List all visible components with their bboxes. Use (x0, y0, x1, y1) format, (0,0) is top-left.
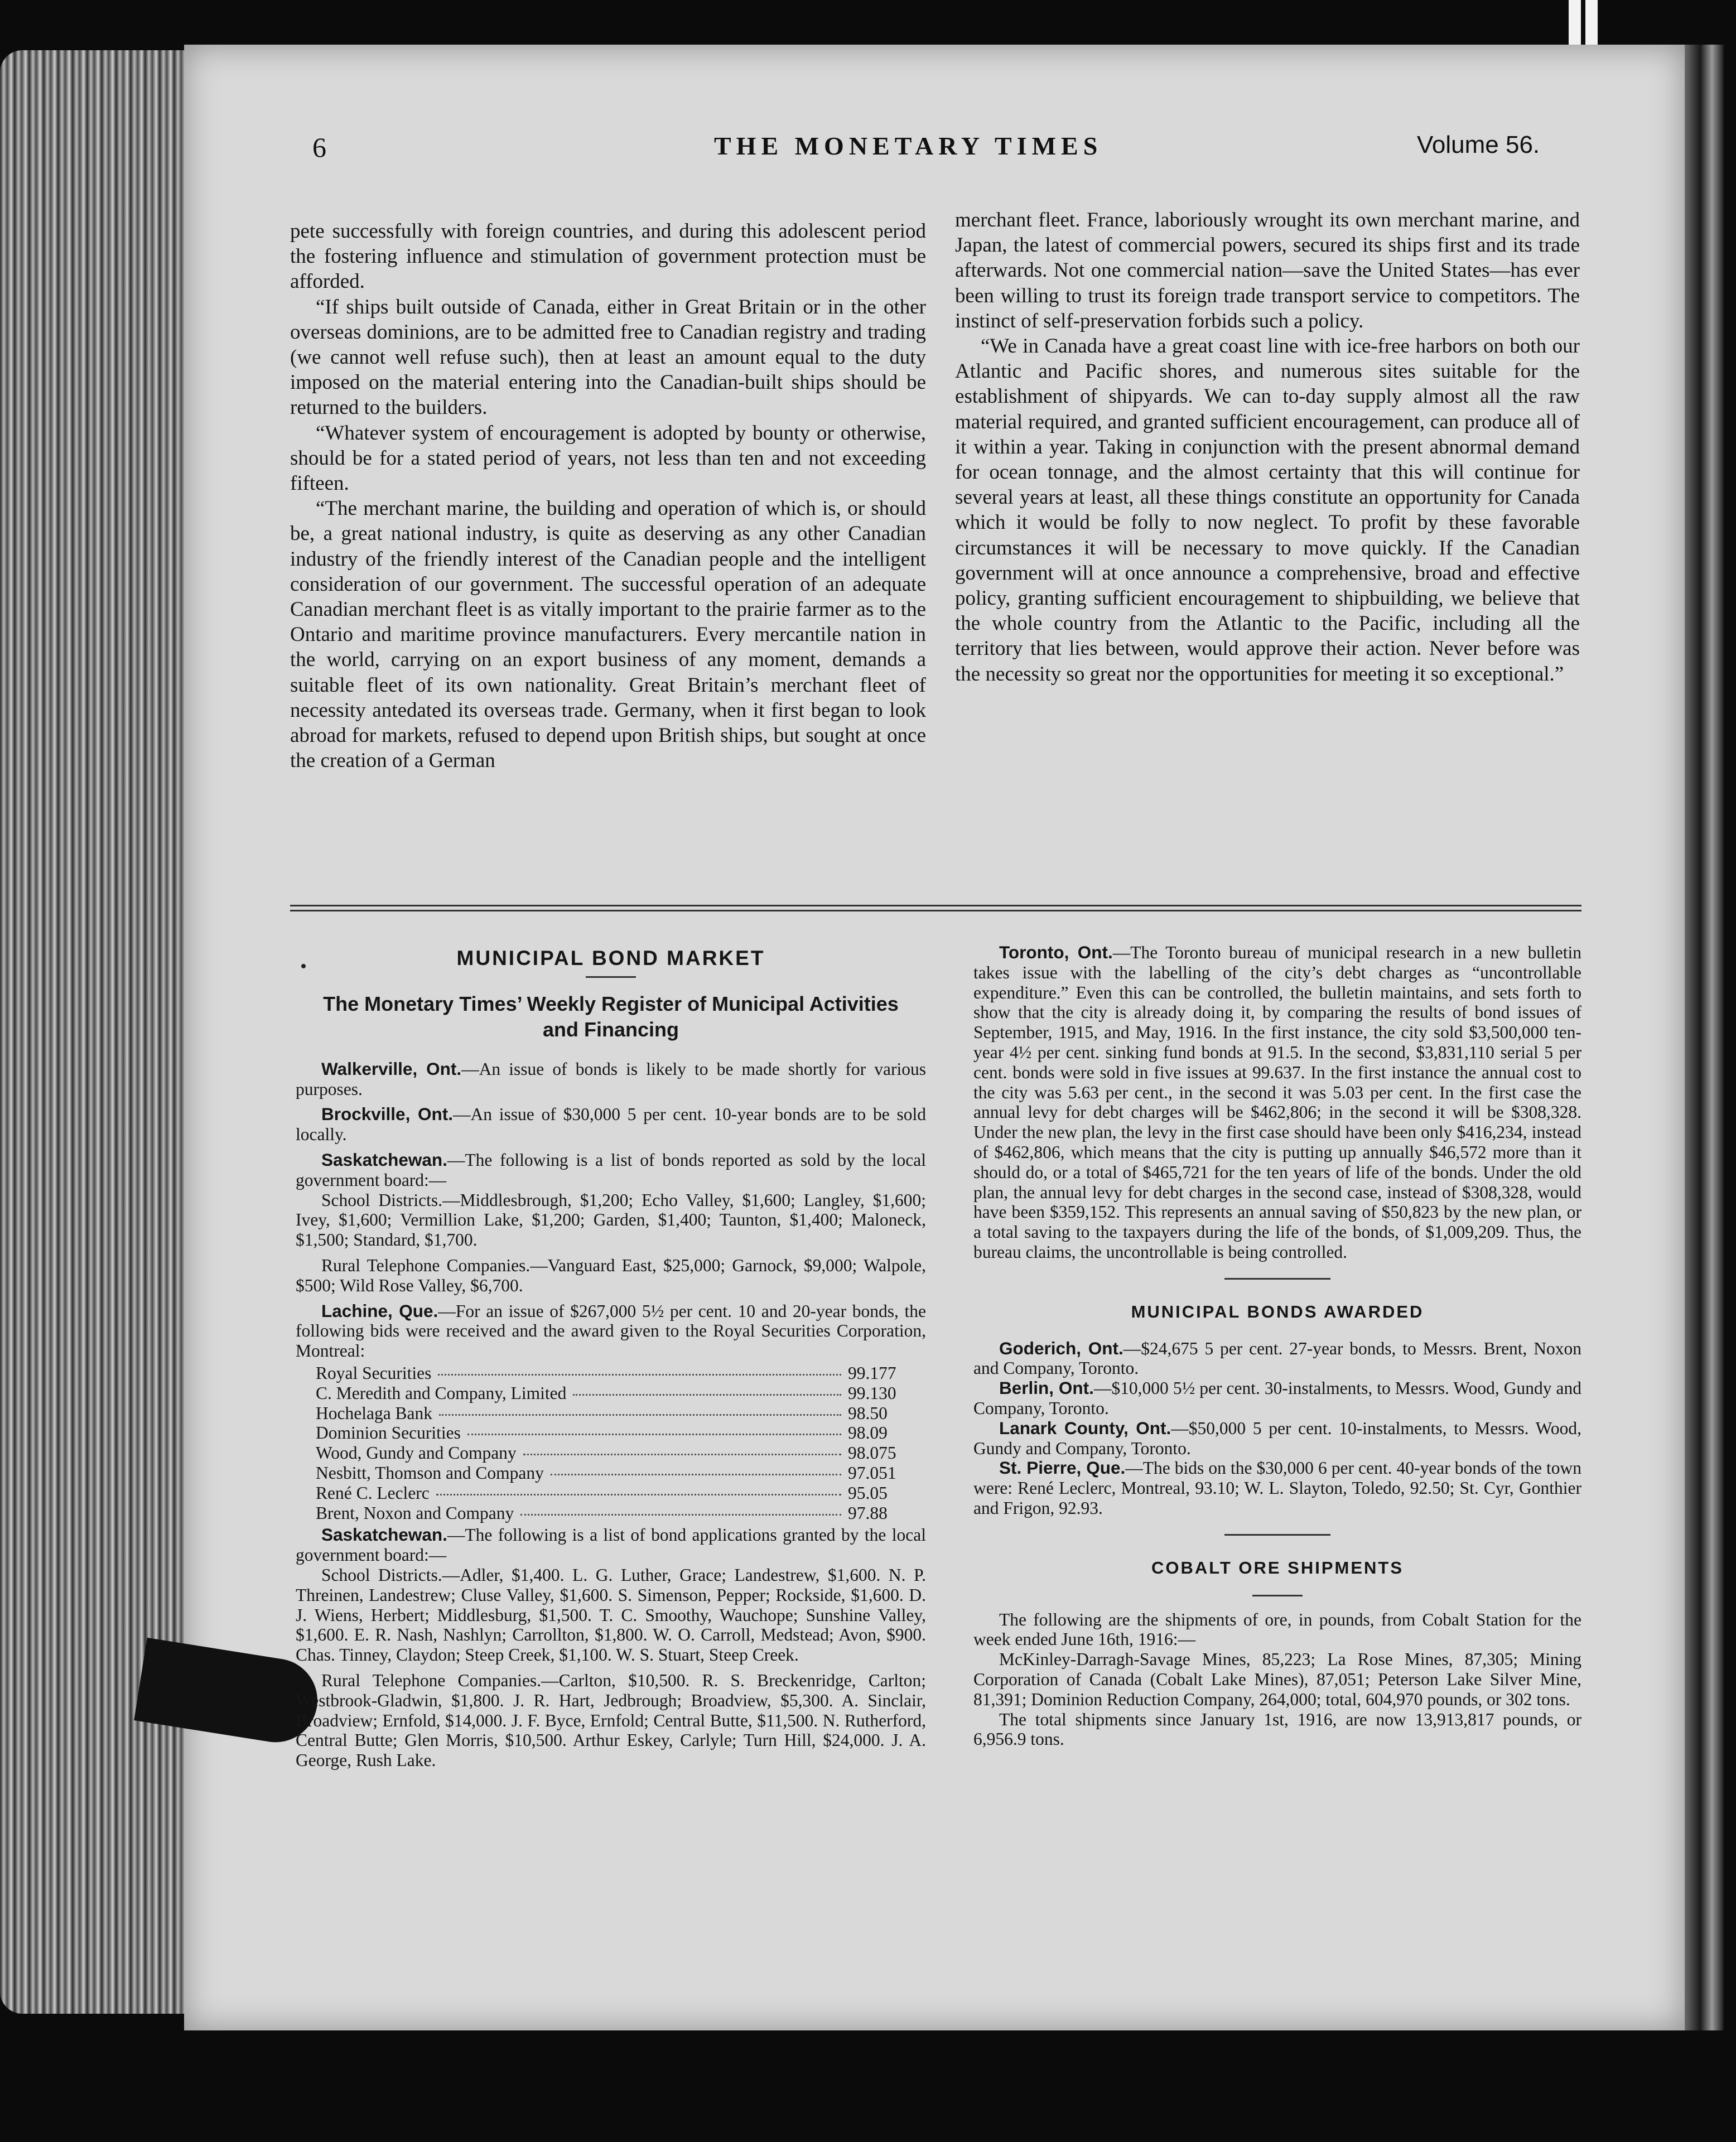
item-text: —For an issue of $267,000 5½ per cent. 10 and 20-year bonds, the following bids were received and the award given to the Royal Securities Corporation, Montreal: (296, 1301, 926, 1361)
item-text: —$24,675 5 per cent. 27-year bonds, to Messrs. Brent, Noxon and Company, Toronto. (973, 1338, 1582, 1378)
bid-row (316, 1483, 926, 1503)
section-subtitle: The Monetary Times’ Weekly Register of Municipal Activities and Financing (323, 992, 899, 1041)
municipal-bond-market-column (296, 948, 926, 1770)
paragraph: merchant fleet. France, laboriously wrought its own merchant marine, and Japan, the latest of commercial powers, secured its ships first and its trade afterwards. Not one commercial nation—save the United States—has ever been willing to trust its foreign trade transport service to competitors. The instinct of self-preservation forbids such a policy. (955, 209, 1580, 332)
divider (1224, 1278, 1330, 1280)
volume-label: Volume 56. (1417, 131, 1540, 158)
place-name: Saskatchewan. (321, 1525, 447, 1545)
bid-value: 98.075 (848, 1443, 896, 1463)
item-text: —$10,000 5½ per cent. 30-instalments, to Messrs. Wood, Gundy and Company, Toronto. (973, 1378, 1581, 1418)
bidder-name: Dominion Securities (316, 1423, 461, 1443)
paragraph: “Whatever system of encouragement is adopted by bounty or otherwise, should be for a stated period of years, not less than ten and not exceeding fifteen. (290, 421, 926, 495)
place-name: Goderich, Ont. (999, 1338, 1123, 1358)
bid-row (316, 1423, 926, 1443)
news-item-saskatchewan-applications (296, 1525, 926, 1565)
paragraph: pete successfully with foreign countries, and during this adolescent period the fostering influence and stimulation of government protection must be afforded. (290, 220, 926, 293)
bids-table (316, 1363, 926, 1523)
news-item-walkerville (296, 1059, 926, 1099)
award-item (973, 1378, 1581, 1419)
paragraph: “We in Canada have a great coast line with ice-free harbors on both our Atlantic and Pacific shores, and numerous sites suitable for the establishment of shipyards. We can to-day supply almost all the raw material required, and granted sufficient encouragement, can produce all of it within a year. Taking in conjunction with the present abnormal demand for ocean tonnage, and the almost certainty that this will continue for several years at least, all these things constitute an opportunity for Canada which it would be folly to now neglect. To profit by these favorable circumstances it will be necessary to move quickly. If the Canadian government will at once announce a comprehensive, broad and effective policy, granting sufficient encouragement to shipbuilding, we believe that the whole country from the Atlantic to the Pacific, including all the territory that lies between, would approve their action. Never before was the necessity so great nor the opportunities for meeting it so exceptional.” (955, 335, 1580, 686)
item-text: —$50,000 5 per cent. 10-instalments, to Messrs. Wood, Gundy and Company, Toronto. (973, 1418, 1581, 1458)
bonds-awarded-title: MUNICIPAL BONDS AWARDED (1131, 1301, 1424, 1321)
paragraph: “If ships built outside of Canada, either in Great Britain or in the other overseas dominions, are to be admitted free to Canadian registry and trading (we cannot well refuse such), then at least an amount equal to the duty imposed on the material entering into the Canadian-built ships should be returned to the builders. (290, 295, 926, 419)
bidder-name: C. Meredith and Company, Limited (316, 1383, 567, 1403)
item-text: —The Toronto bureau of municipal research in a new bulletin takes issue with the labelling of the city’s debt charges as “uncontrollable expenditure.” Even this can be controlled, the bulletin maintains, and sets forth to show that the city is already doing it, by comparing the results of bond issues of September, 1915, and May, 1916. In the first instance, the city sold $3,500,000 ten-year 4½ per cent. sinking fund bonds at 91.5. In the second, $3,831,110 serial 5 per cent. bonds were sold in five issues at 99.637. In the first instance the annual cost to the city was 5.63 per cent., in the second it was 5.03 per cent. In the first case the annual levy for debt charges will be $462,806; in the second it will be $308,328. Under the new plan, the levy in the first case should have been only $416,234, instead of $462,806, which means that the city is putting up annually $46,572 more than it should do, or a total of $465,721 for the ten years of life of the bonds. Under the old plan, the annual levy for debt charges in the second case, instead of $308,328, would have been $359,152. This represents an annual saving of $50,823 by the new plan, or a total saving to the taxpayers during the life of the bonds, of $1,009,209. Thus, the bureau claims, the uncontrollable is being controlled. (973, 943, 1582, 1262)
school-districts-list: School Districts.—Adler, $1,400. L. G. Luther, Grace; Landestrew, $1,600. N. P. Threinen, Landestrew; Cluse Valley, $1,600. S. Simenson, Pepper; Rockside, $1,600. D. J. Wiens, Herbert; Middlesburg, $1,500. T. C. Smoothy, Wauchope; Sunshine Valley, $1,600. E. R. Nash, Nashlyn; Carrollton, $1,800. W. O. Carroll, Medstead; Avon, $900. Chas. Tinney, Claydon; Steep Creek, $1,100. W. S. Stuart, Steep Creek. (296, 1565, 926, 1665)
bid-value: 98.50 (848, 1403, 888, 1423)
bid-row (316, 1363, 926, 1383)
bidder-name: Nesbitt, Thomson and Company (316, 1463, 544, 1483)
title-rule (1252, 1595, 1303, 1596)
place-name: Toronto, Ont. (999, 942, 1113, 962)
news-item-lachine (296, 1301, 926, 1361)
publication-title: THE MONETARY TIMES (714, 132, 1103, 160)
place-name: Saskatchewan. (321, 1149, 447, 1170)
bid-row (316, 1463, 926, 1483)
bidder-name: Brent, Noxon and Company (316, 1503, 514, 1523)
bid-value: 97.051 (848, 1463, 896, 1483)
article-column-right (955, 208, 1580, 687)
school-districts-list: School Districts.—Middlesbrough, $1,200; Echo Valley, $1,600; Langley, $1,600; Ivey, $1,600; Vermillion Lake, $1,200; Garden, $1,400; Taunton, $1,400; Maloneck, $1,500; Standard, $1,700. (296, 1190, 926, 1250)
award-item (973, 1458, 1581, 1518)
item-text: —An issue of bonds is likely to be made shortly for various purposes. (296, 1059, 926, 1099)
divider (1224, 1534, 1330, 1536)
bid-row (316, 1403, 926, 1424)
section-divider (290, 905, 1581, 911)
paragraph: The total shipments since January 1st, 1916, are now 13,913,817 pounds, or 6,956.9 tons. (973, 1709, 1581, 1749)
rural-telephone-list: Rural Telephone Companies.—Vanguard East, $25,000; Garnock, $9,000; Walpole, $500; Wild Rose Valley, $6,700. (296, 1255, 926, 1295)
section-title: MUNICIPAL BOND MARKET (456, 947, 765, 969)
bidder-name: Royal Securities (316, 1363, 432, 1383)
article-column-left (290, 219, 926, 773)
paragraph: McKinley-Darragh-Savage Mines, 85,223; La Rose Mines, 87,305; Mining Corporation of Canada (Cobalt Lake Mines), 87,051; Peterson Lake Silver Mine, 81,391; Dominion Reduction Company, 264,000; total, 604,970 pounds, or 302 tons. (973, 1649, 1581, 1709)
news-item-brockville (296, 1104, 926, 1145)
bid-row (316, 1503, 926, 1523)
bidder-name: René C. Leclerc (316, 1483, 430, 1503)
film-mark-left (1569, 0, 1581, 45)
place-name: Berlin, Ont. (999, 1378, 1094, 1398)
item-text: —The bids on the $30,000 6 per cent. 40-year bonds of the town were: René Leclerc, Montreal, 93.10; W. L. Slayton, Toledo, 92.50; St. Cyr, Gonthier and Frigon, 92.93. (973, 1458, 1581, 1518)
book-spine-right (1685, 45, 1724, 2030)
item-text: —The following is a list of bond applications granted by the local government board:— (296, 1525, 926, 1565)
page-number: 6 (312, 132, 326, 163)
bid-value: 98.09 (848, 1423, 888, 1443)
rural-telephone-list: Rural Telephone Companies.—Carlton, $10,500. R. S. Breckenridge, Carlton; Westbrook-Gladwin, $1,800. J. R. Hart, Jedbrough; Broadview, $5,300. A. Sinclair, Broadview; Ernfold, $14,000. J. F. Byce, Ernfold; Central Butte, $11,500. N. Rutherford, Central Butte; Glen Morris, $10,500. Arthur Eskey, Carlyle; Turn Hill, $24,000. J. A. George, Rush Lake. (296, 1670, 926, 1770)
item-text: —The following is a list of bonds reported as sold by the local government board:— (296, 1150, 926, 1190)
bid-value: 99.177 (848, 1363, 896, 1383)
place-name: Walkerville, Ont. (321, 1058, 462, 1079)
bid-value: 97.88 (848, 1503, 888, 1523)
bidder-name: Wood, Gundy and Company (316, 1443, 517, 1463)
bid-value: 95.05 (848, 1483, 888, 1503)
paragraph: The following are the shipments of ore, in pounds, from Cobalt Station for the week ended June 16th, 1916:— (973, 1609, 1581, 1649)
news-item-saskatchewan (296, 1150, 926, 1190)
right-news-column (973, 943, 1581, 1749)
place-name: Brockville, Ont. (321, 1104, 453, 1125)
bid-value: 99.130 (848, 1383, 896, 1403)
film-mark-right (1585, 0, 1598, 45)
cobalt-title: COBALT ORE SHIPMENTS (1151, 1557, 1404, 1577)
news-item-toronto (973, 943, 1581, 1262)
place-name: Lachine, Que. (321, 1300, 438, 1321)
item-text: —An issue of $30,000 5 per cent. 10-year bonds are to be sold locally. (296, 1104, 926, 1145)
award-item (973, 1339, 1581, 1379)
bid-row (316, 1443, 926, 1463)
place-name: St. Pierre, Que. (999, 1458, 1126, 1478)
bidder-name: Hochelaga Bank (316, 1403, 433, 1423)
paragraph: “The merchant marine, the building and operation of which is, or should be, a great national industry, is quite as deserving as any other Canadian industry of the friendly interest of the Canadian people and the intelligent consideration of our government. The successful operation of an adequate Canadian merchant fleet is as vitally important to the prairie farmer as to the Ontario and maritime province manufacturers. Every mercantile nation in the world, carrying on an export business of any moment, demands a suitable fleet of its own nationality. Great Britain’s merchant fleet of necessity antedated its overseas trade. Germany, when it first began to look abroad for markets, refused to depend upon British ships, but sought at once the creation of a German (290, 497, 926, 773)
title-rule (586, 976, 636, 978)
bid-row (316, 1383, 926, 1403)
award-item (973, 1419, 1581, 1459)
place-name: Lanark County, Ont. (999, 1417, 1171, 1438)
